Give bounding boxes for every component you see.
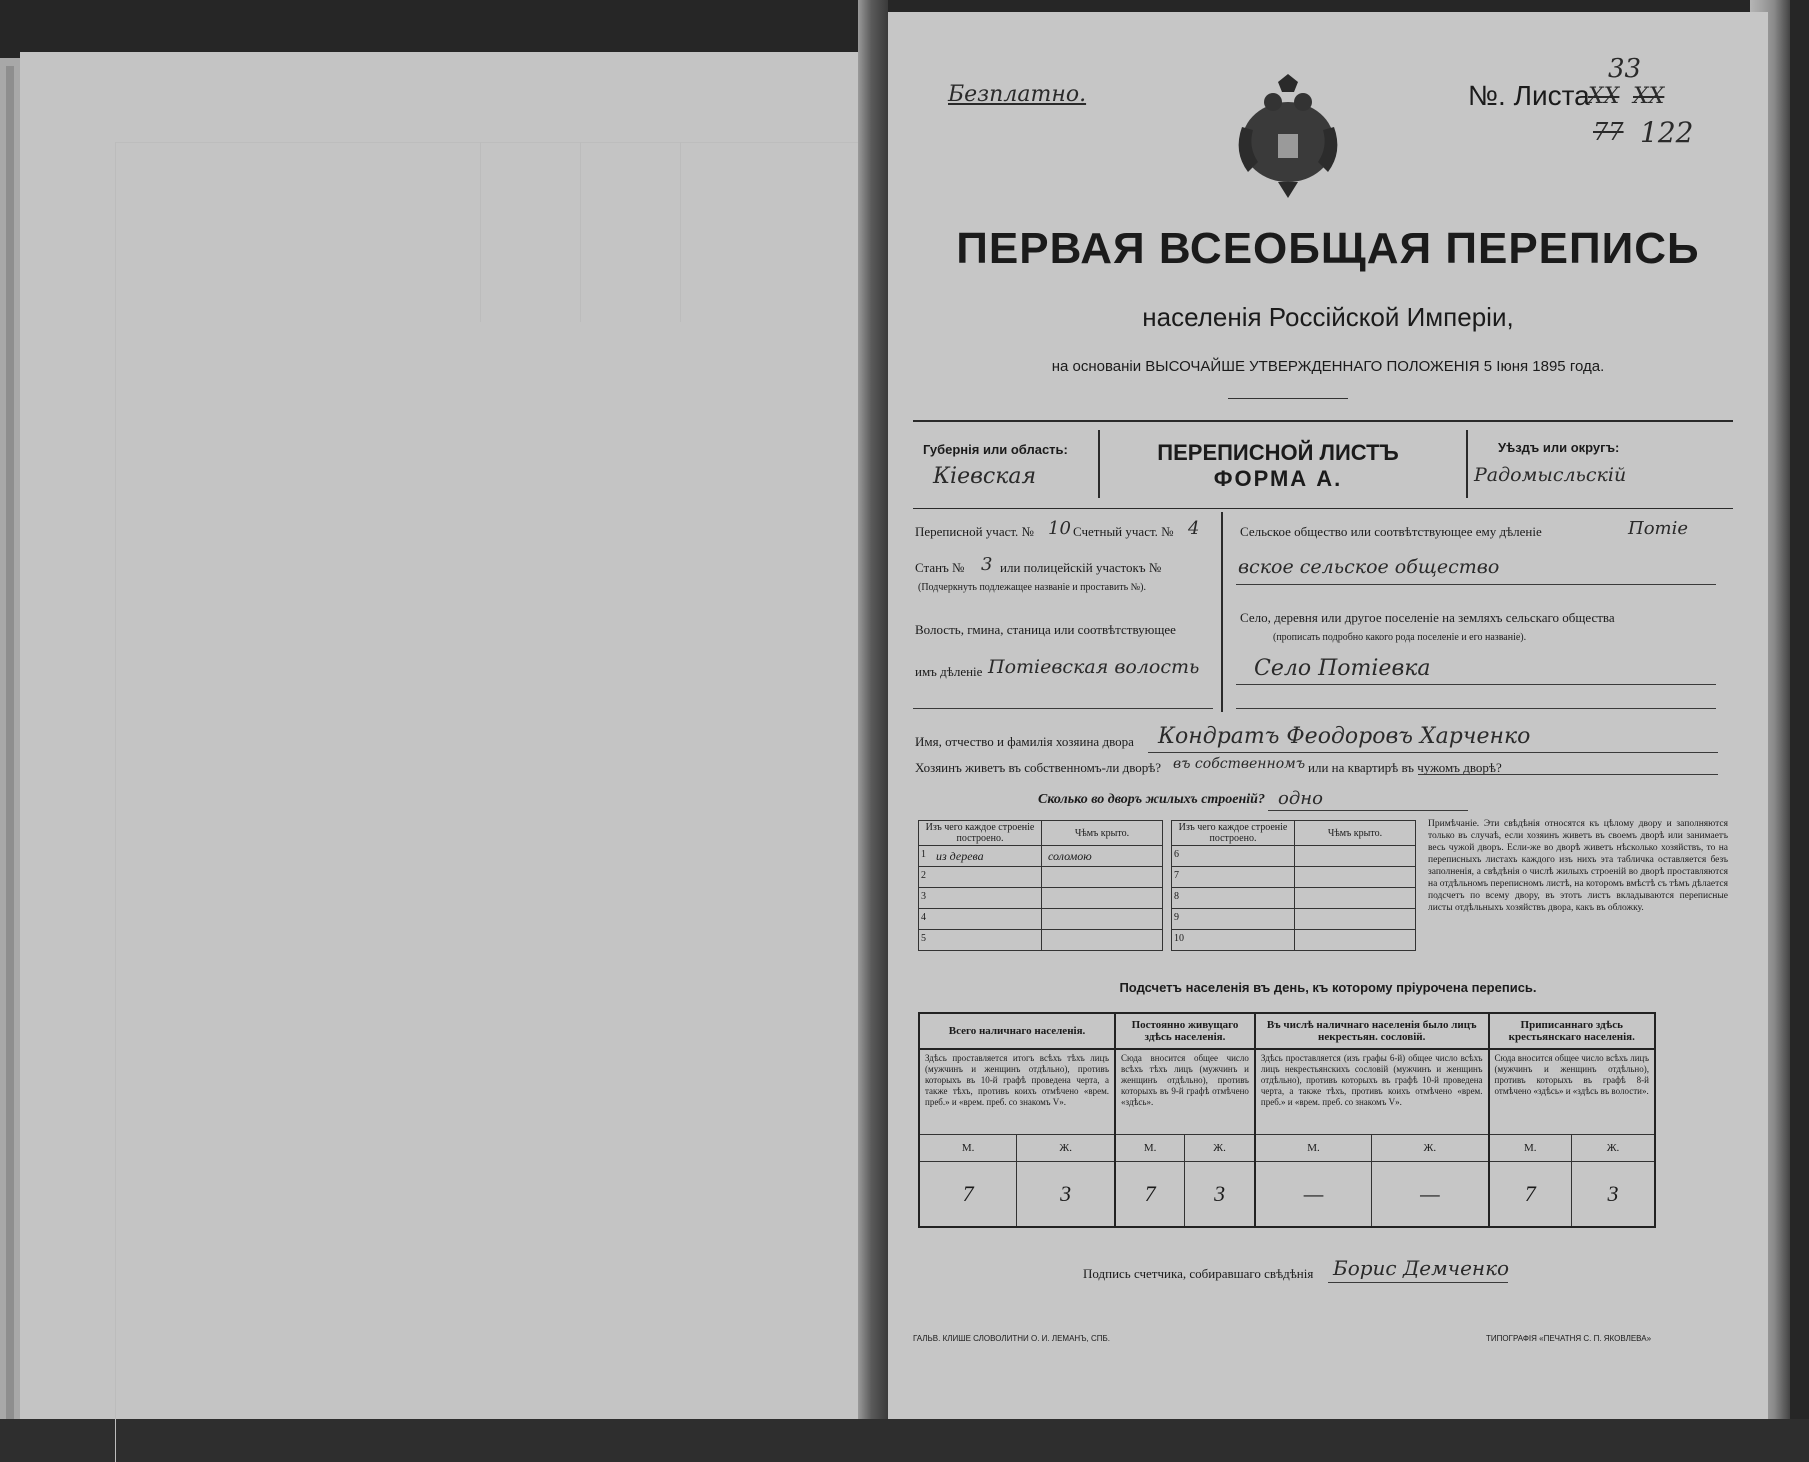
uezd-value: Радомысльскій bbox=[1474, 464, 1627, 486]
sheet-number-struck: XX bbox=[1633, 84, 1665, 109]
village-note: (прописать подробно какого рода поселеніе и его названіе). bbox=[1273, 632, 1527, 643]
owner-live-label: Хозяинъ живетъ въ собственномъ-ли дворѣ? bbox=[915, 760, 1162, 775]
count-group-desc: Здѣсь проставляется (изъ графы 6-й) общее число всѣхъ лицъ некрестьянскихъ сословій (мужчинъ и женщинъ отдѣльно), противъ которыхъ въ графѣ 10-й проведена черта, а также тѣхъ, противъ коихъ отмѣчено «врем. преб.» и «врем. преб. со знакомъ V». bbox=[1255, 1049, 1489, 1135]
col-material: Изъ чего каждое строеніе построено. bbox=[1172, 821, 1295, 846]
page-basis-line: на основаніи ВЫСОЧАЙШЕ УТВЕРЖДЕННАГО ПОЛОЖЕНІЯ 5 Іюня 1895 года. bbox=[1051, 358, 1605, 375]
female-count: — bbox=[1372, 1162, 1489, 1228]
female-count: 3 bbox=[1185, 1162, 1255, 1228]
male-count: 7 bbox=[919, 1162, 1017, 1228]
footer-left: ГАЛЬВ. КЛИШЕ СЛОВОЛИТНИ О. И. ЛЕМАНЪ, СПБ. bbox=[913, 1334, 1110, 1343]
police-note: (Подчеркнуть подлежащее названіе и проставить №). bbox=[918, 582, 1146, 593]
roof-cell: соломою bbox=[1042, 846, 1163, 867]
village-label: Село, деревня или другое поселеніе на земляхъ сельскаго общества bbox=[1240, 610, 1615, 625]
uezd-label: Уѣздъ или округъ: bbox=[1498, 440, 1620, 455]
bleed-through-line bbox=[680, 142, 681, 322]
material-cell bbox=[919, 930, 1042, 951]
imperial-eagle-icon bbox=[1228, 72, 1348, 202]
gubernia-box bbox=[913, 430, 1100, 498]
material-cell bbox=[1172, 930, 1295, 951]
col-roof: Чѣмъ крыто. bbox=[1042, 821, 1163, 846]
volost-value: Потіевская волость bbox=[988, 656, 1200, 678]
bleed-through-line bbox=[580, 142, 581, 322]
buildings-value: одно bbox=[1278, 788, 1323, 809]
roof-cell bbox=[1295, 846, 1416, 867]
owner-name-label: Имя, отчество и фамилія хозяина двора bbox=[915, 734, 1134, 749]
count-group-title: Всего наличнаго населенія. bbox=[919, 1013, 1115, 1049]
sheet-number-handwritten: 122 bbox=[1640, 116, 1694, 149]
schet-value: 4 bbox=[1188, 518, 1200, 539]
uchastok-value: 10 bbox=[1048, 518, 1071, 539]
buildings-table-right bbox=[1171, 820, 1416, 951]
roof-cell bbox=[1042, 909, 1163, 930]
male-header: М. bbox=[1115, 1135, 1185, 1162]
table-row bbox=[1172, 888, 1416, 909]
owner-live-label-2: или на квартирѣ въ чужомъ дворѣ? bbox=[1308, 760, 1502, 775]
field-underline bbox=[1236, 708, 1716, 709]
column-divider bbox=[1221, 512, 1223, 712]
ornament-divider bbox=[1228, 398, 1348, 399]
material-cell bbox=[919, 846, 1042, 867]
male-count: — bbox=[1255, 1162, 1372, 1228]
male-header: М. bbox=[1489, 1135, 1572, 1162]
section-divider bbox=[913, 508, 1733, 509]
sheet-number-struck: 77 bbox=[1593, 118, 1624, 146]
left-page bbox=[20, 52, 878, 1419]
left-page-edge-shadow bbox=[6, 66, 14, 1419]
row-number: 9 bbox=[1174, 912, 1179, 923]
sheet-number-handwritten: 33 bbox=[1608, 54, 1642, 84]
row-number: 5 bbox=[921, 933, 926, 944]
page-subtitle: населенія Россійской Имперіи, bbox=[1142, 302, 1514, 332]
row-number: 10 bbox=[1174, 933, 1184, 944]
field-underline bbox=[913, 708, 1213, 709]
table-row bbox=[919, 846, 1163, 867]
schet-label: Счетный участ. № bbox=[1073, 524, 1174, 539]
roof-cell bbox=[1042, 867, 1163, 888]
material-cell bbox=[1172, 888, 1295, 909]
signature-label: Подпись счетчика, собиравшаго свѣдѣнія bbox=[1083, 1266, 1314, 1281]
material-value: из дерева bbox=[936, 848, 984, 863]
material-cell bbox=[1172, 846, 1295, 867]
gubernia-value: Кіевская bbox=[933, 464, 1037, 489]
count-heading: Подсчетъ населенія въ день, къ которому пріурочена перепись. bbox=[1119, 980, 1537, 995]
stan-value: 3 bbox=[981, 554, 993, 575]
female-count: 3 bbox=[1572, 1162, 1655, 1228]
row-number: 4 bbox=[921, 912, 926, 923]
table-row bbox=[1172, 909, 1416, 930]
table-row bbox=[919, 867, 1163, 888]
col-roof: Чѣмъ крыто. bbox=[1295, 821, 1416, 846]
form-title: ПЕРЕПИСНОЙ ЛИСТЪ bbox=[1157, 440, 1399, 465]
male-count: 7 bbox=[1115, 1162, 1185, 1228]
row-number: 7 bbox=[1174, 870, 1179, 881]
free-stamp: Безплатно. bbox=[948, 82, 1087, 107]
field-underline bbox=[1236, 684, 1716, 685]
gubernia-label: Губернія или область: bbox=[923, 442, 1068, 457]
sheet-number-label: №. Листа bbox=[1468, 80, 1590, 111]
table-row bbox=[919, 888, 1163, 909]
table-row bbox=[1172, 867, 1416, 888]
count-group-title: Постоянно живущаго здѣсь населенія. bbox=[1115, 1013, 1255, 1049]
society-value-cont: вское сельское общество bbox=[1238, 556, 1500, 578]
table-row bbox=[1172, 930, 1416, 951]
female-header: Ж. bbox=[1372, 1135, 1489, 1162]
material-cell bbox=[919, 888, 1042, 909]
material-cell bbox=[919, 867, 1042, 888]
society-value: Потіе bbox=[1628, 518, 1689, 539]
census-form-page bbox=[888, 12, 1768, 1419]
count-group-desc: Сюда вносится общее число всѣхъ тѣхъ лицъ (мужчинъ и женщинъ отдѣльно), противъ которыхъ въ 9-й графѣ отмѣчено «здѣсь». bbox=[1115, 1049, 1255, 1135]
field-underline bbox=[1148, 752, 1718, 753]
note-text: Примѣчаніе. Эти свѣдѣнія относятся къ цѣлому двору и заполняются только въ случаѣ, если хозяинъ живетъ въ своемъ дворѣ или занимаетъ весь чужой дворъ. Если-же во дворѣ живетъ нѣсколько хозяйствъ, то на переписныхъ листахъ каждого изъ нихъ эта табличка оставляется безъ заполненія, а свѣдѣнія о числѣ жилыхъ строеній во дворѣ проставляются на отдѣльномъ переписномъ листѣ, на которомъ вмѣстѣ съ тѣмъ дѣлается подсчетъ по всему двору, въ этотъ листъ вкладываются переписные листы отдѣльныхъ хозяйствъ двора, какъ въ обложку. bbox=[1428, 819, 1728, 913]
table-row bbox=[919, 930, 1163, 951]
field-underline bbox=[1268, 810, 1468, 811]
row-number: 3 bbox=[921, 891, 926, 902]
material-cell bbox=[1172, 909, 1295, 930]
row-number: 8 bbox=[1174, 891, 1179, 902]
count-group-title: Приписаннаго здѣсь крестьянскаго населенія. bbox=[1489, 1013, 1655, 1049]
owner-name-value: Кондратъ Феодоровъ Харченко bbox=[1158, 724, 1531, 749]
roof-cell bbox=[1295, 888, 1416, 909]
form-title-box bbox=[1098, 430, 1458, 498]
buildings-table-left bbox=[918, 820, 1163, 951]
police-label: или полицейскій участокъ № bbox=[1000, 560, 1162, 575]
roof-cell bbox=[1295, 867, 1416, 888]
female-header: Ж. bbox=[1017, 1135, 1115, 1162]
uezd-box bbox=[1466, 430, 1660, 498]
row-number: 6 bbox=[1174, 849, 1179, 860]
village-value: Село Потіевка bbox=[1254, 656, 1431, 681]
volost-label-2: имъ дѣленіе bbox=[915, 664, 983, 679]
female-header: Ж. bbox=[1572, 1135, 1655, 1162]
row-number: 2 bbox=[921, 870, 926, 881]
count-group-desc: Сюда вносится общее число всѣхъ лицъ (мужчинъ и женщинъ отдѣльно), противъ которыхъ въ графѣ 8-й отмѣчено «здѣсь» и «здѣсь въ волости». bbox=[1489, 1049, 1655, 1135]
count-group-title: Въ числѣ наличнаго населенія было лицъ некрестьян. сословій. bbox=[1255, 1013, 1489, 1049]
male-header: М. bbox=[1255, 1135, 1372, 1162]
bleed-through-line bbox=[115, 142, 116, 1462]
female-header: Ж. bbox=[1185, 1135, 1255, 1162]
material-cell bbox=[1172, 867, 1295, 888]
book-gutter bbox=[858, 0, 888, 1419]
table-row bbox=[1172, 846, 1416, 867]
female-count: 3 bbox=[1017, 1162, 1115, 1228]
roof-cell bbox=[1295, 909, 1416, 930]
uchastok-label: Переписной участ. № bbox=[915, 524, 1034, 539]
signature-value: Борис Демченко bbox=[1333, 1256, 1510, 1280]
roof-cell bbox=[1042, 888, 1163, 909]
field-underline bbox=[1236, 584, 1716, 585]
sheet-number-struck: XX bbox=[1588, 84, 1620, 109]
bleed-through-line bbox=[480, 142, 481, 322]
field-underline bbox=[1328, 1282, 1508, 1283]
table-row bbox=[919, 909, 1163, 930]
row-number: 1 bbox=[921, 849, 926, 860]
field-underline bbox=[1418, 774, 1718, 775]
society-label: Сельское общество или соотвѣтствующее ему дѣленіе bbox=[1240, 524, 1542, 539]
bleed-through-rule bbox=[115, 142, 885, 343]
form-type: ФОРМА А. bbox=[1213, 466, 1343, 491]
material-cell bbox=[919, 909, 1042, 930]
count-group-desc: Здѣсь проставляется итогъ всѣхъ тѣхъ лицъ (мужчинъ и женщинъ отдѣльно), противъ которыхъ въ 10-й графѣ проведена черта, а также тѣхъ, противъ коихъ отмѣчено «врем. преб.» и «врем. преб. со знакомъ V». bbox=[919, 1049, 1115, 1135]
footer-right: ТИПОГРАФІЯ «ПЕЧАТНЯ С. П. ЯКОВЛЕВА» bbox=[1486, 1334, 1652, 1343]
roof-cell bbox=[1042, 930, 1163, 951]
page-title: ПЕРВАЯ ВСЕОБЩАЯ ПЕРЕПИСЬ bbox=[956, 224, 1700, 273]
male-count: 7 bbox=[1489, 1162, 1572, 1228]
buildings-label: Сколько во дворъ жилыхъ строеній? bbox=[1038, 792, 1265, 807]
population-count-table bbox=[918, 1012, 1656, 1228]
male-header: М. bbox=[919, 1135, 1017, 1162]
stan-label: Станъ № bbox=[915, 560, 965, 575]
col-material: Изъ чего каждое строеніе построено. bbox=[919, 821, 1042, 846]
roof-cell bbox=[1295, 930, 1416, 951]
volost-label: Волость, гмина, станица или соотвѣтствующее bbox=[915, 622, 1176, 637]
owner-live-value: въ собственномъ bbox=[1173, 756, 1306, 772]
